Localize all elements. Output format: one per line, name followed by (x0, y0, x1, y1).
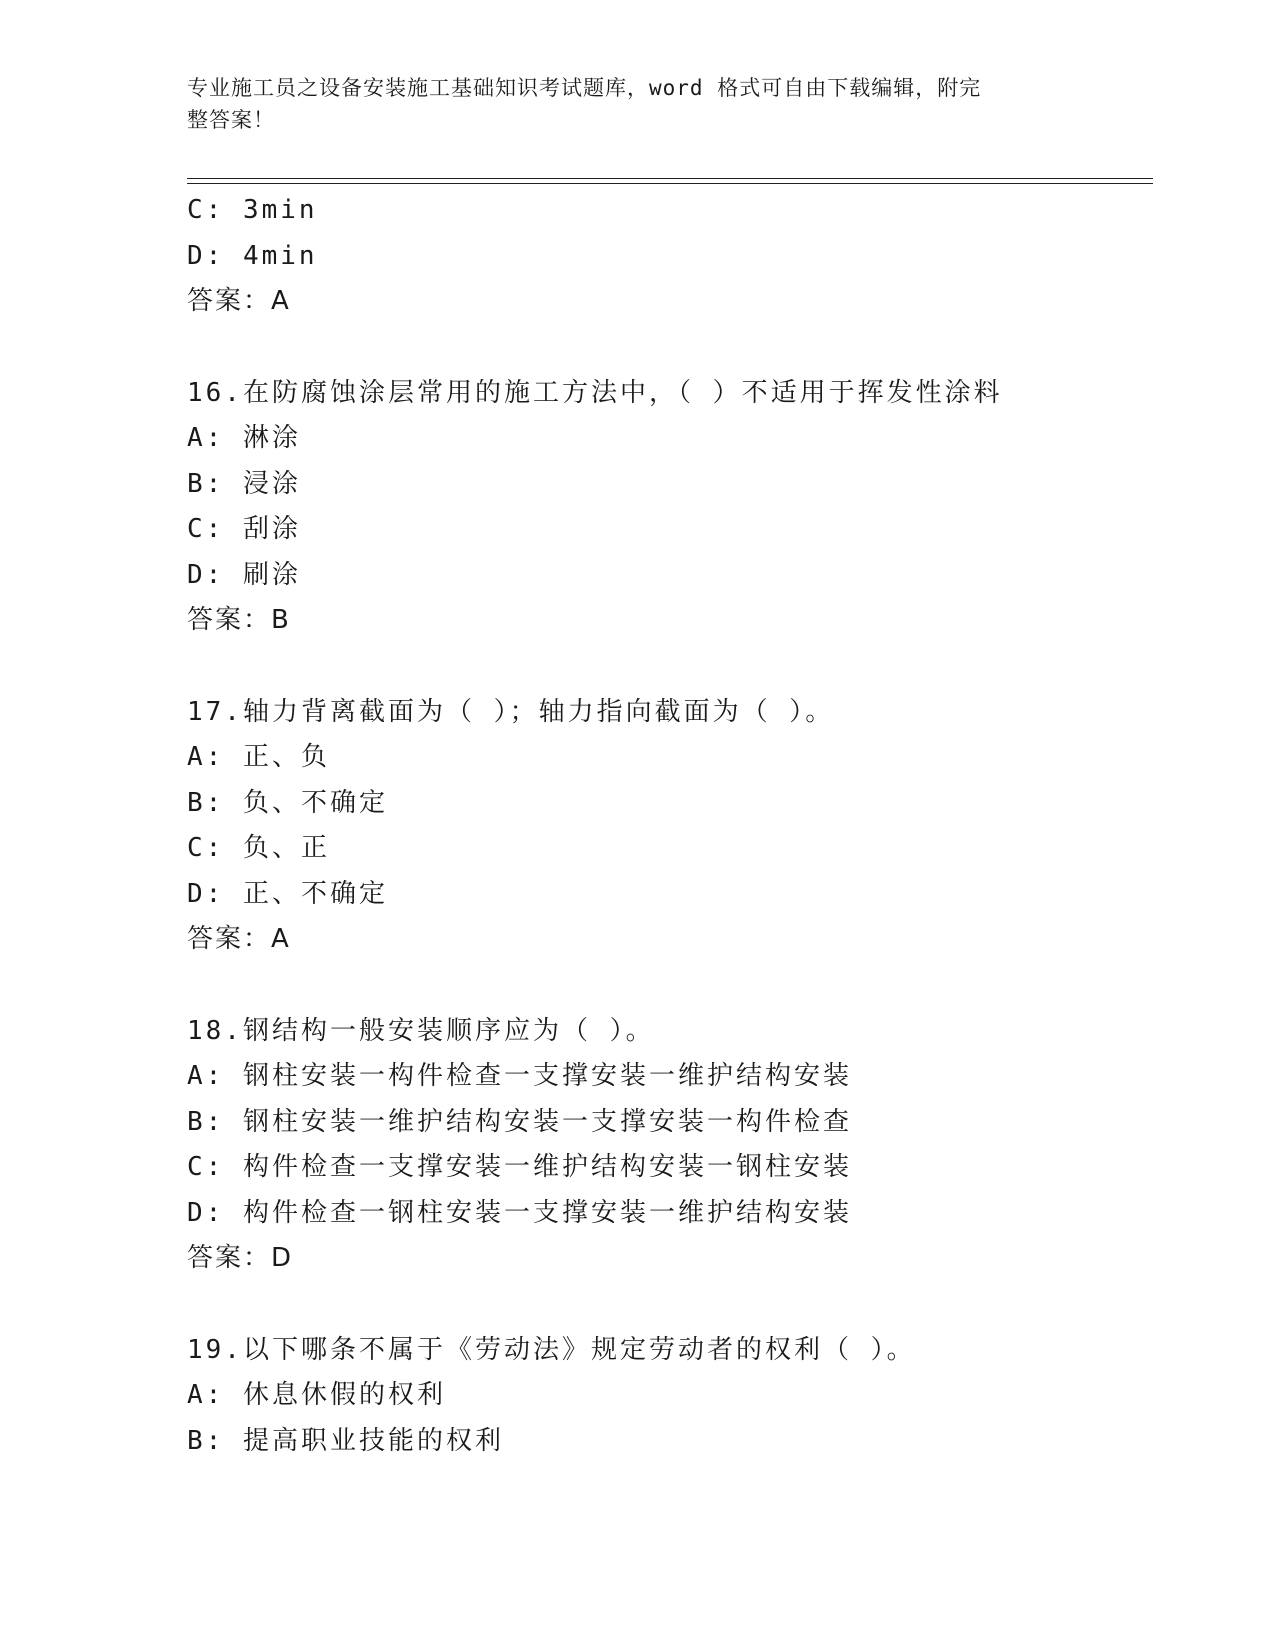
answer-line: 答案：D (187, 1243, 294, 1273)
header-divider-bottom (187, 183, 1153, 184)
header-line-1: 专业施工员之设备安装施工基础知识考试题库，word 格式可自由下载编辑，附完 (187, 76, 982, 100)
question-stem: 19.以下哪条不属于《劳动法》规定劳动者的权利（ ）。 (187, 1334, 916, 1365)
option-c: C: 负、正 (187, 833, 330, 863)
page-header (187, 72, 1067, 136)
option-b: B: 浸涂 (187, 468, 301, 499)
option-d: D: 4min (187, 240, 318, 271)
question-stem: 18.钢结构一般安装顺序应为（ ）。 (187, 1015, 655, 1046)
option-c: C: 3min (187, 195, 318, 225)
question-19 (187, 1328, 1187, 1465)
answer-line: 答案：A (187, 924, 291, 954)
option-a: A: 钢柱安装一构件检查一支撑安装一维护结构安装 (187, 1061, 852, 1091)
option-a: A: 休息休假的权利 (187, 1380, 446, 1410)
option-a: A: 正、负 (187, 742, 330, 772)
answer-line: 答案：B (187, 605, 291, 635)
header-line-2: 整答案！ (187, 108, 275, 132)
answer-line: 答案：A (187, 286, 291, 316)
option-b: B: 提高职业技能的权利 (187, 1425, 504, 1456)
question-17 (187, 690, 1187, 963)
question-stem: 17.轴力背离截面为（ ）；轴力指向截面为（ ）。 (187, 696, 835, 727)
question-18 (187, 1009, 1187, 1282)
spacer (187, 1282, 1187, 1328)
question-list (187, 188, 1187, 1464)
spacer (187, 644, 1187, 690)
header-divider-top (187, 178, 1153, 179)
spacer (187, 963, 1187, 1009)
option-d: D: 构件检查一钢柱安装一支撑安装一维护结构安装 (187, 1197, 852, 1228)
question-15-continued (187, 188, 1187, 325)
option-d: D: 正、不确定 (187, 878, 388, 909)
question-16 (187, 371, 1187, 644)
option-b: B: 钢柱安装一维护结构安装一支撑安装一构件检查 (187, 1106, 852, 1137)
option-d: D: 刷涂 (187, 559, 301, 590)
question-stem: 16.在防腐蚀涂层常用的施工方法中，（ ）不适用于挥发性涂料 (187, 377, 1003, 408)
option-c: C: 构件检查一支撑安装一维护结构安装一钢柱安装 (187, 1152, 852, 1182)
spacer (187, 325, 1187, 371)
option-a: A: 淋涂 (187, 423, 301, 453)
option-c: C: 刮涂 (187, 514, 301, 544)
option-b: B: 负、不确定 (187, 787, 388, 818)
